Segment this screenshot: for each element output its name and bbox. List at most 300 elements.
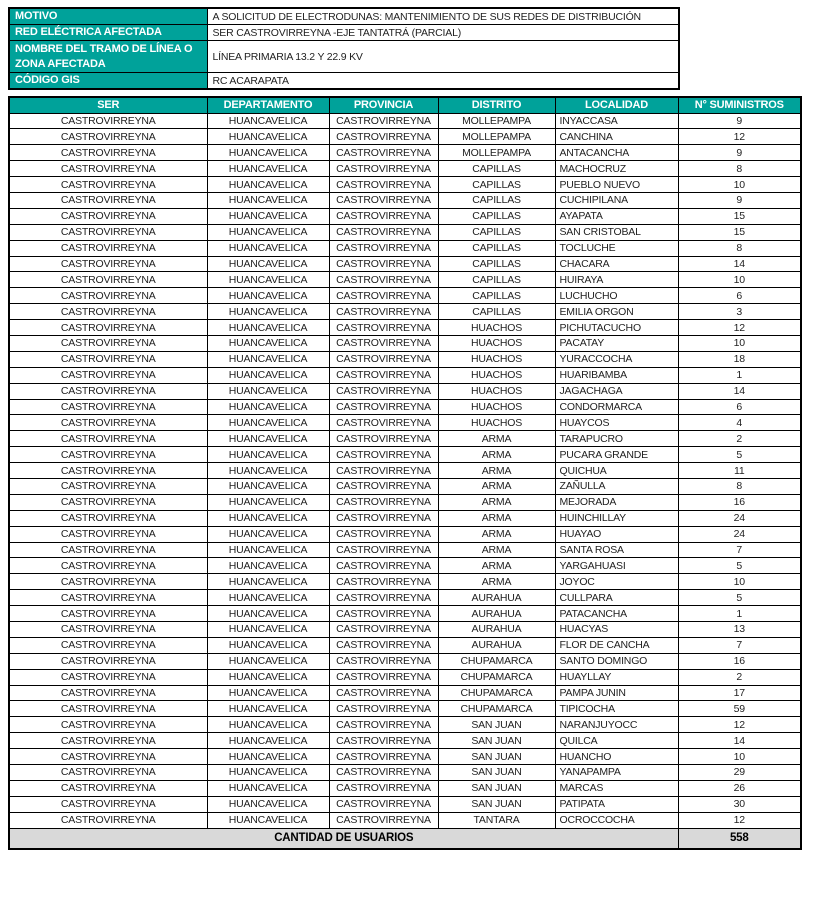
cell-distrito: CAPILLAS — [438, 304, 555, 320]
cell-provincia: CASTROVIRREYNA — [329, 590, 438, 606]
table-row — [9, 558, 801, 574]
table-row — [9, 161, 801, 177]
cell-ser: CASTROVIRREYNA — [9, 272, 207, 288]
cell-suministros: 16 — [678, 653, 801, 669]
cell-distrito: ARMA — [438, 526, 555, 542]
table-row — [9, 733, 801, 749]
cell-provincia: CASTROVIRREYNA — [329, 224, 438, 240]
total-value: 558 — [678, 828, 801, 849]
info-value-red-electrica: SER CASTROVIRREYNA -EJE TANTATRÁ (PARCIAL) — [207, 25, 679, 41]
cell-localidad: YARGAHUASI — [555, 558, 678, 574]
cell-ser: CASTROVIRREYNA — [9, 653, 207, 669]
cell-provincia: CASTROVIRREYNA — [329, 717, 438, 733]
table-row — [9, 399, 801, 415]
cell-departamento: HUANCAVELICA — [207, 383, 329, 399]
cell-distrito: ARMA — [438, 463, 555, 479]
cell-ser: CASTROVIRREYNA — [9, 701, 207, 717]
cell-provincia: CASTROVIRREYNA — [329, 494, 438, 510]
cell-provincia: CASTROVIRREYNA — [329, 637, 438, 653]
cell-ser: CASTROVIRREYNA — [9, 304, 207, 320]
cell-departamento: HUANCAVELICA — [207, 590, 329, 606]
cell-distrito: HUACHOS — [438, 320, 555, 336]
cell-distrito: CHUPAMARCA — [438, 701, 555, 717]
cell-suministros: 12 — [678, 129, 801, 145]
cell-distrito: SAN JUAN — [438, 717, 555, 733]
suministros-table — [8, 96, 802, 850]
cell-ser: CASTROVIRREYNA — [9, 415, 207, 431]
table-row — [9, 367, 801, 383]
table-row — [9, 463, 801, 479]
cell-distrito: HUACHOS — [438, 399, 555, 415]
cell-suministros: 15 — [678, 208, 801, 224]
cell-departamento: HUANCAVELICA — [207, 733, 329, 749]
table-row — [9, 765, 801, 781]
cell-provincia: CASTROVIRREYNA — [329, 383, 438, 399]
cell-departamento: HUANCAVELICA — [207, 192, 329, 208]
cell-localidad: YANAPAMPA — [555, 765, 678, 781]
cell-ser: CASTROVIRREYNA — [9, 351, 207, 367]
cell-suministros: 24 — [678, 526, 801, 542]
cell-ser: CASTROVIRREYNA — [9, 510, 207, 526]
cell-ser: CASTROVIRREYNA — [9, 526, 207, 542]
cell-distrito: HUACHOS — [438, 367, 555, 383]
cell-departamento: HUANCAVELICA — [207, 304, 329, 320]
cell-suministros: 8 — [678, 240, 801, 256]
cell-localidad: TOCLUCHE — [555, 240, 678, 256]
cell-provincia: CASTROVIRREYNA — [329, 542, 438, 558]
cell-suministros: 14 — [678, 256, 801, 272]
cell-ser: CASTROVIRREYNA — [9, 240, 207, 256]
table-row — [9, 415, 801, 431]
info-row-codigo-gis — [9, 73, 679, 90]
cell-departamento: HUANCAVELICA — [207, 765, 329, 781]
cell-localidad: HUINCHILLAY — [555, 510, 678, 526]
cell-ser: CASTROVIRREYNA — [9, 637, 207, 653]
cell-departamento: HUANCAVELICA — [207, 399, 329, 415]
cell-ser: CASTROVIRREYNA — [9, 558, 207, 574]
cell-localidad: YURACCOCHA — [555, 351, 678, 367]
cell-ser: CASTROVIRREYNA — [9, 606, 207, 622]
cell-departamento: HUANCAVELICA — [207, 288, 329, 304]
cell-ser: CASTROVIRREYNA — [9, 256, 207, 272]
cell-provincia: CASTROVIRREYNA — [329, 510, 438, 526]
table-row — [9, 256, 801, 272]
table-row — [9, 320, 801, 336]
cell-provincia: CASTROVIRREYNA — [329, 478, 438, 494]
cell-ser: CASTROVIRREYNA — [9, 208, 207, 224]
cell-ser: CASTROVIRREYNA — [9, 161, 207, 177]
cell-distrito: AURAHUA — [438, 606, 555, 622]
cell-provincia: CASTROVIRREYNA — [329, 622, 438, 638]
cell-suministros: 9 — [678, 192, 801, 208]
cell-suministros: 10 — [678, 749, 801, 765]
cell-suministros: 12 — [678, 320, 801, 336]
cell-ser: CASTROVIRREYNA — [9, 431, 207, 447]
cell-suministros: 13 — [678, 622, 801, 638]
cell-suministros: 29 — [678, 765, 801, 781]
column-header-provincia: PROVINCIA — [329, 97, 438, 113]
cell-ser: CASTROVIRREYNA — [9, 749, 207, 765]
total-label: CANTIDAD DE USUARIOS — [9, 828, 678, 849]
cell-distrito: HUACHOS — [438, 335, 555, 351]
column-header-ser: SER — [9, 97, 207, 113]
cell-departamento: HUANCAVELICA — [207, 653, 329, 669]
table-row — [9, 288, 801, 304]
cell-provincia: CASTROVIRREYNA — [329, 653, 438, 669]
cell-distrito: HUACHOS — [438, 415, 555, 431]
cell-ser: CASTROVIRREYNA — [9, 717, 207, 733]
cell-suministros: 3 — [678, 304, 801, 320]
cell-distrito: ARMA — [438, 494, 555, 510]
cell-provincia: CASTROVIRREYNA — [329, 733, 438, 749]
cell-localidad: NARANJUYOCC — [555, 717, 678, 733]
cell-departamento: HUANCAVELICA — [207, 367, 329, 383]
table-row — [9, 590, 801, 606]
cell-provincia: CASTROVIRREYNA — [329, 574, 438, 590]
table-row — [9, 574, 801, 590]
table-row — [9, 192, 801, 208]
cell-suministros: 7 — [678, 542, 801, 558]
cell-distrito: MOLLEPAMPA — [438, 113, 555, 129]
table-row — [9, 606, 801, 622]
cell-distrito: AURAHUA — [438, 590, 555, 606]
cell-suministros: 6 — [678, 399, 801, 415]
cell-departamento: HUANCAVELICA — [207, 478, 329, 494]
cell-distrito: CHUPAMARCA — [438, 685, 555, 701]
cell-localidad: QUILCA — [555, 733, 678, 749]
cell-distrito: ARMA — [438, 510, 555, 526]
cell-departamento: HUANCAVELICA — [207, 510, 329, 526]
cell-suministros: 10 — [678, 272, 801, 288]
cell-provincia: CASTROVIRREYNA — [329, 367, 438, 383]
cell-localidad: HUAYAO — [555, 526, 678, 542]
info-row-red-electrica — [9, 25, 679, 41]
cell-distrito: CAPILLAS — [438, 224, 555, 240]
cell-suministros: 10 — [678, 335, 801, 351]
cell-distrito: CHUPAMARCA — [438, 669, 555, 685]
cell-localidad: ANTACANCHA — [555, 145, 678, 161]
cell-distrito: CHUPAMARCA — [438, 653, 555, 669]
info-value-codigo-gis: RC ACARAPATA — [207, 73, 679, 90]
cell-localidad: JAGACHAGA — [555, 383, 678, 399]
cell-localidad: OCROCCOCHA — [555, 812, 678, 828]
total-row — [9, 828, 801, 849]
cell-suministros: 26 — [678, 780, 801, 796]
cell-departamento: HUANCAVELICA — [207, 812, 329, 828]
cell-suministros: 4 — [678, 415, 801, 431]
cell-localidad: HUACYAS — [555, 622, 678, 638]
cell-provincia: CASTROVIRREYNA — [329, 415, 438, 431]
cell-departamento: HUANCAVELICA — [207, 701, 329, 717]
cell-departamento: HUANCAVELICA — [207, 749, 329, 765]
table-row — [9, 240, 801, 256]
cell-departamento: HUANCAVELICA — [207, 447, 329, 463]
cell-provincia: CASTROVIRREYNA — [329, 272, 438, 288]
cell-localidad: PAMPA JUNIN — [555, 685, 678, 701]
cell-distrito: ARMA — [438, 447, 555, 463]
cell-departamento: HUANCAVELICA — [207, 320, 329, 336]
table-row — [9, 510, 801, 526]
cell-localidad: SANTA ROSA — [555, 542, 678, 558]
table-row — [9, 383, 801, 399]
cell-suministros: 10 — [678, 574, 801, 590]
table-row — [9, 478, 801, 494]
table-row — [9, 669, 801, 685]
cell-suministros: 30 — [678, 796, 801, 812]
cell-distrito: SAN JUAN — [438, 796, 555, 812]
cell-departamento: HUANCAVELICA — [207, 494, 329, 510]
cell-suministros: 14 — [678, 383, 801, 399]
cell-provincia: CASTROVIRREYNA — [329, 192, 438, 208]
cell-ser: CASTROVIRREYNA — [9, 765, 207, 781]
table-row — [9, 812, 801, 828]
cell-ser: CASTROVIRREYNA — [9, 590, 207, 606]
cell-suministros: 2 — [678, 669, 801, 685]
cell-provincia: CASTROVIRREYNA — [329, 208, 438, 224]
cell-ser: CASTROVIRREYNA — [9, 494, 207, 510]
cell-distrito: SAN JUAN — [438, 765, 555, 781]
info-label-red-electrica: RED ELÉCTRICA AFECTADA — [9, 25, 207, 41]
cell-localidad: FLOR DE CANCHA — [555, 637, 678, 653]
cell-distrito: CAPILLAS — [438, 272, 555, 288]
cell-departamento: HUANCAVELICA — [207, 637, 329, 653]
table-row — [9, 494, 801, 510]
cell-provincia: CASTROVIRREYNA — [329, 399, 438, 415]
cell-distrito: ARMA — [438, 478, 555, 494]
cell-localidad: SANTO DOMINGO — [555, 653, 678, 669]
cell-localidad: PATIPATA — [555, 796, 678, 812]
cell-ser: CASTROVIRREYNA — [9, 145, 207, 161]
cell-distrito: ARMA — [438, 574, 555, 590]
cell-suministros: 7 — [678, 637, 801, 653]
cell-ser: CASTROVIRREYNA — [9, 542, 207, 558]
cell-departamento: HUANCAVELICA — [207, 796, 329, 812]
cell-localidad: HUAYCOS — [555, 415, 678, 431]
info-label-codigo-gis: CÓDIGO GIS — [9, 73, 207, 90]
cell-ser: CASTROVIRREYNA — [9, 685, 207, 701]
cell-departamento: HUANCAVELICA — [207, 145, 329, 161]
cell-provincia: CASTROVIRREYNA — [329, 240, 438, 256]
cell-ser: CASTROVIRREYNA — [9, 780, 207, 796]
table-row — [9, 431, 801, 447]
cell-ser: CASTROVIRREYNA — [9, 335, 207, 351]
cell-localidad: EMILIA ORGON — [555, 304, 678, 320]
cell-ser: CASTROVIRREYNA — [9, 177, 207, 193]
cell-localidad: CANCHINA — [555, 129, 678, 145]
cell-departamento: HUANCAVELICA — [207, 335, 329, 351]
cell-provincia: CASTROVIRREYNA — [329, 431, 438, 447]
cell-departamento: HUANCAVELICA — [207, 272, 329, 288]
cell-departamento: HUANCAVELICA — [207, 161, 329, 177]
cell-suministros: 11 — [678, 463, 801, 479]
cell-provincia: CASTROVIRREYNA — [329, 256, 438, 272]
cell-distrito: TANTARA — [438, 812, 555, 828]
cell-localidad: QUICHUA — [555, 463, 678, 479]
table-row — [9, 780, 801, 796]
cell-provincia: CASTROVIRREYNA — [329, 129, 438, 145]
cell-distrito: HUACHOS — [438, 383, 555, 399]
cell-ser: CASTROVIRREYNA — [9, 320, 207, 336]
cell-distrito: ARMA — [438, 431, 555, 447]
cell-suministros: 2 — [678, 431, 801, 447]
cell-distrito: SAN JUAN — [438, 733, 555, 749]
cell-localidad: ZAÑULLA — [555, 478, 678, 494]
cell-localidad: LUCHUCHO — [555, 288, 678, 304]
info-row-motivo — [9, 8, 679, 25]
cell-distrito: CAPILLAS — [438, 288, 555, 304]
cell-provincia: CASTROVIRREYNA — [329, 320, 438, 336]
cell-localidad: PATACANCHA — [555, 606, 678, 622]
cell-departamento: HUANCAVELICA — [207, 224, 329, 240]
cell-distrito: CAPILLAS — [438, 208, 555, 224]
cell-ser: CASTROVIRREYNA — [9, 399, 207, 415]
cell-suministros: 18 — [678, 351, 801, 367]
table-header-row — [9, 97, 801, 113]
cell-suministros: 10 — [678, 177, 801, 193]
cell-ser: CASTROVIRREYNA — [9, 367, 207, 383]
table-row — [9, 701, 801, 717]
cell-provincia: CASTROVIRREYNA — [329, 685, 438, 701]
cell-ser: CASTROVIRREYNA — [9, 383, 207, 399]
cell-distrito: CAPILLAS — [438, 240, 555, 256]
cell-provincia: CASTROVIRREYNA — [329, 145, 438, 161]
cell-ser: CASTROVIRREYNA — [9, 129, 207, 145]
table-row — [9, 796, 801, 812]
cell-localidad: SAN CRISTOBAL — [555, 224, 678, 240]
cell-distrito: SAN JUAN — [438, 749, 555, 765]
info-panel — [8, 7, 680, 90]
table-body — [9, 113, 801, 828]
cell-provincia: CASTROVIRREYNA — [329, 304, 438, 320]
cell-distrito: HUACHOS — [438, 351, 555, 367]
table-row — [9, 145, 801, 161]
cell-localidad: MARCAS — [555, 780, 678, 796]
cell-suministros: 12 — [678, 812, 801, 828]
cell-provincia: CASTROVIRREYNA — [329, 780, 438, 796]
cell-provincia: CASTROVIRREYNA — [329, 669, 438, 685]
cell-localidad: CONDORMARCA — [555, 399, 678, 415]
cell-provincia: CASTROVIRREYNA — [329, 701, 438, 717]
cell-distrito: ARMA — [438, 542, 555, 558]
cell-localidad: CHACARA — [555, 256, 678, 272]
info-row-tramo-linea — [9, 41, 679, 73]
cell-suministros: 8 — [678, 478, 801, 494]
table-row — [9, 653, 801, 669]
cell-departamento: HUANCAVELICA — [207, 256, 329, 272]
cell-distrito: CAPILLAS — [438, 177, 555, 193]
cell-provincia: CASTROVIRREYNA — [329, 335, 438, 351]
cell-localidad: TARAPUCRO — [555, 431, 678, 447]
cell-suministros: 9 — [678, 145, 801, 161]
cell-provincia: CASTROVIRREYNA — [329, 765, 438, 781]
cell-suministros: 59 — [678, 701, 801, 717]
cell-ser: CASTROVIRREYNA — [9, 574, 207, 590]
cell-localidad: TIPICOCHA — [555, 701, 678, 717]
column-header-localidad: LOCALIDAD — [555, 97, 678, 113]
cell-ser: CASTROVIRREYNA — [9, 224, 207, 240]
table-row — [9, 749, 801, 765]
table-row — [9, 637, 801, 653]
cell-localidad: CUCHIPILANA — [555, 192, 678, 208]
cell-suministros: 5 — [678, 590, 801, 606]
cell-departamento: HUANCAVELICA — [207, 415, 329, 431]
cell-provincia: CASTROVIRREYNA — [329, 351, 438, 367]
cell-suministros: 12 — [678, 717, 801, 733]
cell-provincia: CASTROVIRREYNA — [329, 749, 438, 765]
cell-localidad: PUEBLO NUEVO — [555, 177, 678, 193]
cell-localidad: CULLPARA — [555, 590, 678, 606]
cell-suministros: 17 — [678, 685, 801, 701]
cell-suministros: 1 — [678, 367, 801, 383]
info-value-motivo: A SOLICITUD DE ELECTRODUNAS: MANTENIMIENTO DE SUS REDES DE DISTRIBUCIÓN — [207, 8, 679, 25]
cell-localidad: MEJORADA — [555, 494, 678, 510]
cell-suministros: 14 — [678, 733, 801, 749]
cell-localidad: HUANCHO — [555, 749, 678, 765]
cell-distrito: CAPILLAS — [438, 192, 555, 208]
cell-ser: CASTROVIRREYNA — [9, 733, 207, 749]
cell-ser: CASTROVIRREYNA — [9, 113, 207, 129]
table-row — [9, 208, 801, 224]
column-header-distrito: DISTRITO — [438, 97, 555, 113]
cell-localidad: PACATAY — [555, 335, 678, 351]
table-row — [9, 542, 801, 558]
cell-localidad: PUCARA GRANDE — [555, 447, 678, 463]
cell-ser: CASTROVIRREYNA — [9, 463, 207, 479]
cell-provincia: CASTROVIRREYNA — [329, 812, 438, 828]
cell-ser: CASTROVIRREYNA — [9, 192, 207, 208]
cell-ser: CASTROVIRREYNA — [9, 669, 207, 685]
cell-localidad: INYACCASA — [555, 113, 678, 129]
cell-ser: CASTROVIRREYNA — [9, 622, 207, 638]
cell-distrito: AURAHUA — [438, 637, 555, 653]
cell-ser: CASTROVIRREYNA — [9, 478, 207, 494]
cell-departamento: HUANCAVELICA — [207, 129, 329, 145]
cell-suministros: 5 — [678, 558, 801, 574]
cell-departamento: HUANCAVELICA — [207, 240, 329, 256]
cell-provincia: CASTROVIRREYNA — [329, 463, 438, 479]
cell-departamento: HUANCAVELICA — [207, 717, 329, 733]
table-row — [9, 129, 801, 145]
info-label-motivo: MOTIVO — [9, 8, 207, 25]
cell-departamento: HUANCAVELICA — [207, 526, 329, 542]
cell-distrito: CAPILLAS — [438, 256, 555, 272]
column-header-suministros: N° SUMINISTROS — [678, 97, 801, 113]
cell-localidad: PICHUTACUCHO — [555, 320, 678, 336]
table-row — [9, 447, 801, 463]
cell-departamento: HUANCAVELICA — [207, 177, 329, 193]
cell-ser: CASTROVIRREYNA — [9, 288, 207, 304]
table-row — [9, 224, 801, 240]
cell-provincia: CASTROVIRREYNA — [329, 447, 438, 463]
table-row — [9, 177, 801, 193]
cell-provincia: CASTROVIRREYNA — [329, 796, 438, 812]
table-row — [9, 304, 801, 320]
table-row — [9, 335, 801, 351]
cell-provincia: CASTROVIRREYNA — [329, 113, 438, 129]
table-row — [9, 351, 801, 367]
cell-suministros: 16 — [678, 494, 801, 510]
cell-departamento: HUANCAVELICA — [207, 780, 329, 796]
cell-distrito: MOLLEPAMPA — [438, 129, 555, 145]
cell-localidad: AYAPATA — [555, 208, 678, 224]
cell-departamento: HUANCAVELICA — [207, 351, 329, 367]
cell-provincia: CASTROVIRREYNA — [329, 161, 438, 177]
cell-distrito: SAN JUAN — [438, 780, 555, 796]
cell-departamento: HUANCAVELICA — [207, 431, 329, 447]
cell-provincia: CASTROVIRREYNA — [329, 526, 438, 542]
cell-suministros: 6 — [678, 288, 801, 304]
cell-departamento: HUANCAVELICA — [207, 685, 329, 701]
